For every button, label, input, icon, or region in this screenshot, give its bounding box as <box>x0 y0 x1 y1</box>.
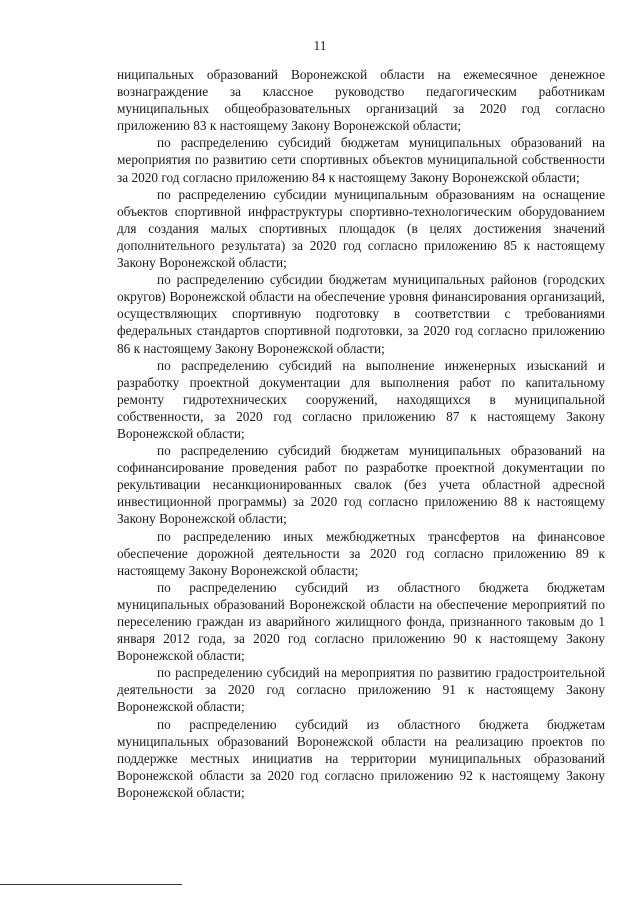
document-body <box>117 66 605 801</box>
paragraph-3: по распределению субсидии муниципальным образованиям на оснащение объектов спортивной инфраструктуры спортивно-технологическим оборудованием для создания малых спортивных площадок (в целях достижения значений дополнительного результата) за 2020 год согласно приложению 85 к настоящему Закону Воронежской области; <box>117 186 605 271</box>
paragraph-9: по распределению субсидий на мероприятия по развитию градостроительной деятельности за 2020 год согласно приложению 91 к настоящему Закону Воронежской области; <box>117 665 605 715</box>
paragraph-1: ниципальных образований Воронежской области на ежемесячное денежное вознаграждение за классное руководство педагогическим работникам муниципальных общеобразовательных организаций за 2020 год согласно приложению 83 к настоящему Закону Воронежской области; <box>117 67 605 134</box>
paragraph-7: по распределению иных межбюджетных трансфертов на финансовое обеспечение дорожной деятельности за 2020 год согласно приложению 89 к настоящему Закону Воронежской области; <box>117 528 605 578</box>
paragraph-4: по распределению субсидии бюджетам муниципальных районов (городских округов) Воронежской области на обеспечение уровня финансирования организаций, осуществляющих спортивную подготовку в соответствии с требованиями федеральных стандартов спортивной подготовки, за 2020 год согласно приложению 86 к настоящему Закону Воронежской области; <box>117 272 605 356</box>
paragraph-10: по распределению субсидий из областного бюджета бюджетам муниципальных образований Воронежской области на реализацию проектов по поддержке местных инициатив на территории муниципальных образований Воронежской области за 2020 год согласно приложению 92 к настоящему Закону Воронежской области; <box>117 716 605 800</box>
paragraph-5: по распределению субсидий на выполнение инженерных изысканий и разработку проектной документации для выполнения работ по капитальному ремонту гидротехнических сооружений, находящихся в муниципальной собственности, за 2020 год согласно приложению 87 к настоящему Закону Воронежской области; <box>117 357 605 441</box>
footnote-divider <box>0 884 182 885</box>
page-number: 11 <box>313 38 327 53</box>
paragraph-2: по распределению субсидий бюджетам муниципальных образований на мероприятия по развитию сети спортивных объектов муниципальной собственности за 2020 год согласно приложению 84 к настоящему Закону Воронежской области; <box>117 135 605 185</box>
paragraph-8: по распределению субсидий из областного бюджета бюджетам муниципальных образований Воронежской области на обеспечение мероприятий по переселению граждан из аварийного жилищного фонда, признанного таковым до 1 января 2012 года, за 2020 год согласно приложению 90 к настоящему Закону Воронежской области; <box>117 579 605 664</box>
paragraph-6: по распределению субсидий бюджетам муниципальных образований на софинансирование проведения работ по разработке проектной документации по рекультивации несанкционированных свалок (без учета областной адресной инвестиционной программы) за 2020 год согласно приложению 88 к настоящему Закону Воронежской области; <box>117 443 605 527</box>
